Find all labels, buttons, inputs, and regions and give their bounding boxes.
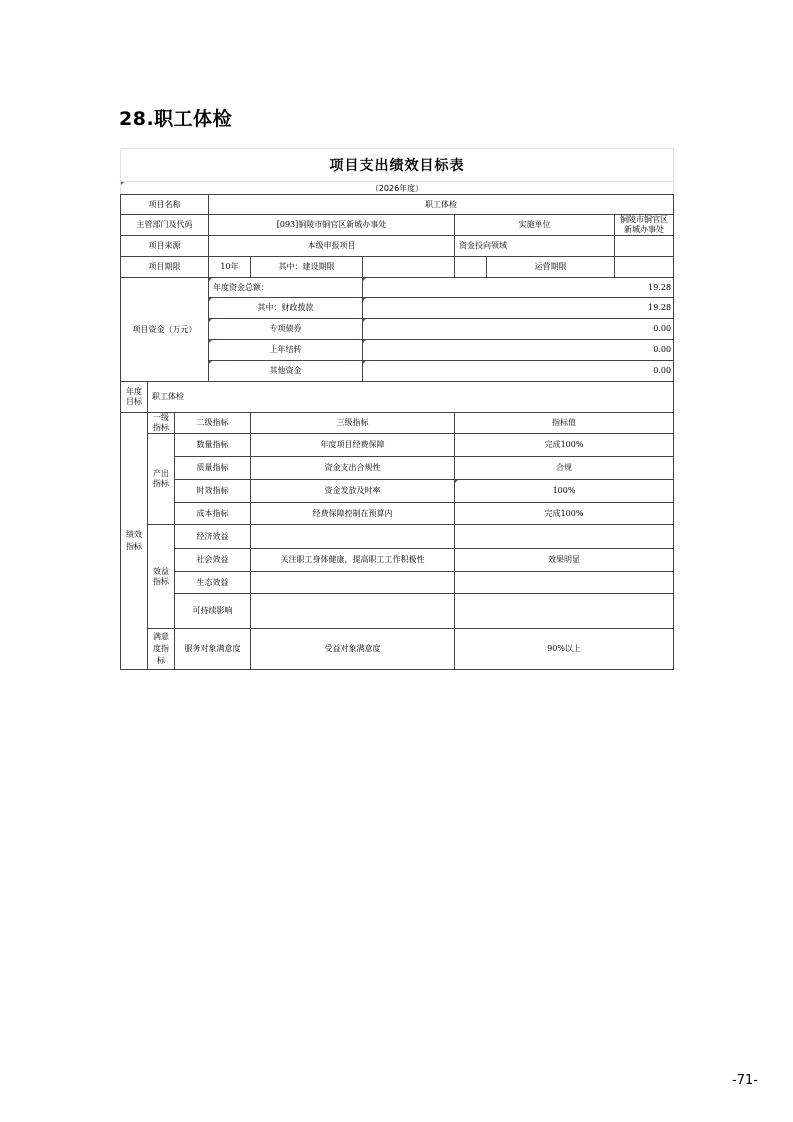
impl-label: 实施单位 bbox=[455, 215, 615, 236]
indicator-l2: 生态效益 bbox=[175, 572, 251, 594]
page-number: -71- bbox=[732, 1073, 758, 1088]
indicator-l3: 关注职工身体健康，提高职工工作积极性 bbox=[251, 549, 455, 572]
cell-marker bbox=[363, 278, 366, 281]
cell-marker bbox=[209, 319, 212, 322]
indicator-l3: 资金发放及时率 bbox=[251, 480, 455, 503]
op-period-label: 运营期限 bbox=[487, 257, 615, 278]
table-row bbox=[121, 549, 674, 572]
indicator-l2: 时效指标 bbox=[175, 480, 251, 503]
cell-marker bbox=[363, 319, 366, 322]
funds-fiscal-value bbox=[363, 298, 674, 319]
indicator-value: 完成100% bbox=[455, 503, 674, 525]
indicator-l3 bbox=[251, 594, 455, 629]
cell-marker bbox=[121, 182, 124, 185]
indicator-value: 合规 bbox=[455, 457, 674, 480]
funds-carry-label bbox=[209, 340, 363, 361]
section-heading: 28.职工体检 bbox=[119, 108, 233, 130]
output-label: 产出指标 bbox=[148, 434, 175, 525]
table-row bbox=[121, 257, 674, 278]
indicator-value bbox=[455, 594, 674, 629]
indicator-value-text: 100% bbox=[552, 486, 576, 495]
indicator-l2: 成本指标 bbox=[175, 503, 251, 525]
indicator-l2: 经济效益 bbox=[175, 525, 251, 549]
build-period-value bbox=[363, 257, 455, 278]
build-period-label: 其中：建设期限 bbox=[251, 257, 363, 278]
table-row bbox=[121, 572, 674, 594]
project-name-value: 职工体检 bbox=[209, 195, 674, 215]
head-l1: 一级指标 bbox=[148, 413, 175, 434]
benefit-label: 效益指标 bbox=[148, 525, 175, 629]
table-row bbox=[121, 195, 674, 215]
head-value: 指标值 bbox=[455, 413, 674, 434]
table-row bbox=[121, 382, 674, 413]
fund-area-value bbox=[615, 236, 674, 257]
funds-total-label-text: 年度资金总额： bbox=[213, 282, 270, 292]
form-header bbox=[120, 148, 674, 195]
period-label: 项目期限 bbox=[121, 257, 209, 278]
funds-carry-label-text: 上年结转 bbox=[269, 345, 302, 354]
project-name-label: 项目名称 bbox=[121, 195, 209, 215]
indicator-l2: 社会效益 bbox=[175, 549, 251, 572]
funds-other-label bbox=[209, 361, 363, 382]
cell-marker bbox=[455, 480, 458, 483]
dept-value: [093]铜陵市铜官区新城办事处 bbox=[209, 215, 455, 236]
funds-carry-value bbox=[363, 340, 674, 361]
op-period-value bbox=[615, 257, 674, 278]
source-value: 本级申报项目 bbox=[209, 236, 455, 257]
funds-bond-value bbox=[363, 319, 674, 340]
funds-fiscal-value-text: 19.28 bbox=[648, 303, 672, 312]
satisfaction-label: 满意度指标 bbox=[148, 629, 175, 670]
funds-other-label-text: 其他资金 bbox=[269, 366, 302, 375]
source-label: 项目来源 bbox=[121, 236, 209, 257]
indicator-l2: 数量指标 bbox=[175, 434, 251, 457]
funds-label: 项目资金（万元） bbox=[121, 278, 209, 382]
funds-carry-value-text: 0.00 bbox=[653, 345, 672, 354]
funds-other-value-text: 0.00 bbox=[653, 366, 672, 375]
cell-marker bbox=[363, 298, 366, 301]
funds-fiscal-label-text: 其中：财政拨款 bbox=[257, 303, 314, 312]
indicator-value bbox=[455, 525, 674, 549]
head-l2: 二级指标 bbox=[175, 413, 251, 434]
cell-marker bbox=[209, 361, 212, 364]
indicator-value: 完成100% bbox=[455, 434, 674, 457]
table-row bbox=[121, 629, 674, 670]
blank-cell bbox=[455, 257, 487, 278]
funds-other-value bbox=[363, 361, 674, 382]
dept-label: 主管部门及代码 bbox=[121, 215, 209, 236]
indicator-l3: 年度项目经费保障 bbox=[251, 434, 455, 457]
period-value: 10年 bbox=[209, 257, 251, 278]
goal-label: 年度目标 bbox=[121, 382, 148, 413]
funds-bond-value-text: 0.00 bbox=[653, 324, 672, 333]
table-row bbox=[121, 413, 674, 434]
indicator-value bbox=[455, 480, 674, 503]
cell-marker bbox=[209, 340, 212, 343]
funds-total-value-text: 19.28 bbox=[648, 282, 672, 292]
table-row bbox=[121, 480, 674, 503]
indicator-value: 90%以上 bbox=[455, 629, 674, 670]
indicator-l3: 资金支出合规性 bbox=[251, 457, 455, 480]
indicator-l3: 经费保障控制在预算内 bbox=[251, 503, 455, 525]
indicator-l2: 服务对象满意度 bbox=[175, 629, 251, 670]
indicator-group-label: 绩效指标 bbox=[121, 413, 148, 670]
impl-value: 铜陵市铜官区新城办事处 bbox=[615, 215, 674, 236]
table-row bbox=[121, 278, 674, 298]
cell-marker bbox=[363, 361, 366, 364]
cell-marker bbox=[209, 298, 212, 301]
funds-total-label bbox=[209, 278, 363, 298]
funds-fiscal-label bbox=[209, 298, 363, 319]
indicator-value: 效果明显 bbox=[455, 549, 674, 572]
indicator-l2: 可持续影响 bbox=[175, 594, 251, 629]
table-row bbox=[121, 457, 674, 480]
table-row bbox=[121, 594, 674, 629]
indicator-l2: 质量指标 bbox=[175, 457, 251, 480]
goal-value: 职工体检 bbox=[148, 382, 674, 413]
cell-marker bbox=[363, 340, 366, 343]
indicator-l3: 受益对象满意度 bbox=[251, 629, 455, 670]
table-row bbox=[121, 215, 674, 236]
indicator-l3 bbox=[251, 572, 455, 594]
funds-bond-label bbox=[209, 319, 363, 340]
indicator-l3 bbox=[251, 525, 455, 549]
table-row bbox=[121, 434, 674, 457]
fund-area-label: 资金投向领域 bbox=[455, 236, 615, 257]
form-year bbox=[121, 181, 673, 195]
cell-marker bbox=[209, 278, 212, 281]
performance-table bbox=[120, 194, 674, 670]
head-l3: 三级指标 bbox=[251, 413, 455, 434]
table-row bbox=[121, 236, 674, 257]
form-year-text: （2026年度） bbox=[370, 184, 424, 193]
table-row bbox=[121, 503, 674, 525]
form-title: 项目支出绩效目标表 bbox=[329, 158, 465, 174]
table-row bbox=[121, 525, 674, 549]
indicator-value bbox=[455, 572, 674, 594]
funds-bond-label-text: 专项债券 bbox=[269, 324, 302, 333]
funds-total-value bbox=[363, 278, 674, 298]
